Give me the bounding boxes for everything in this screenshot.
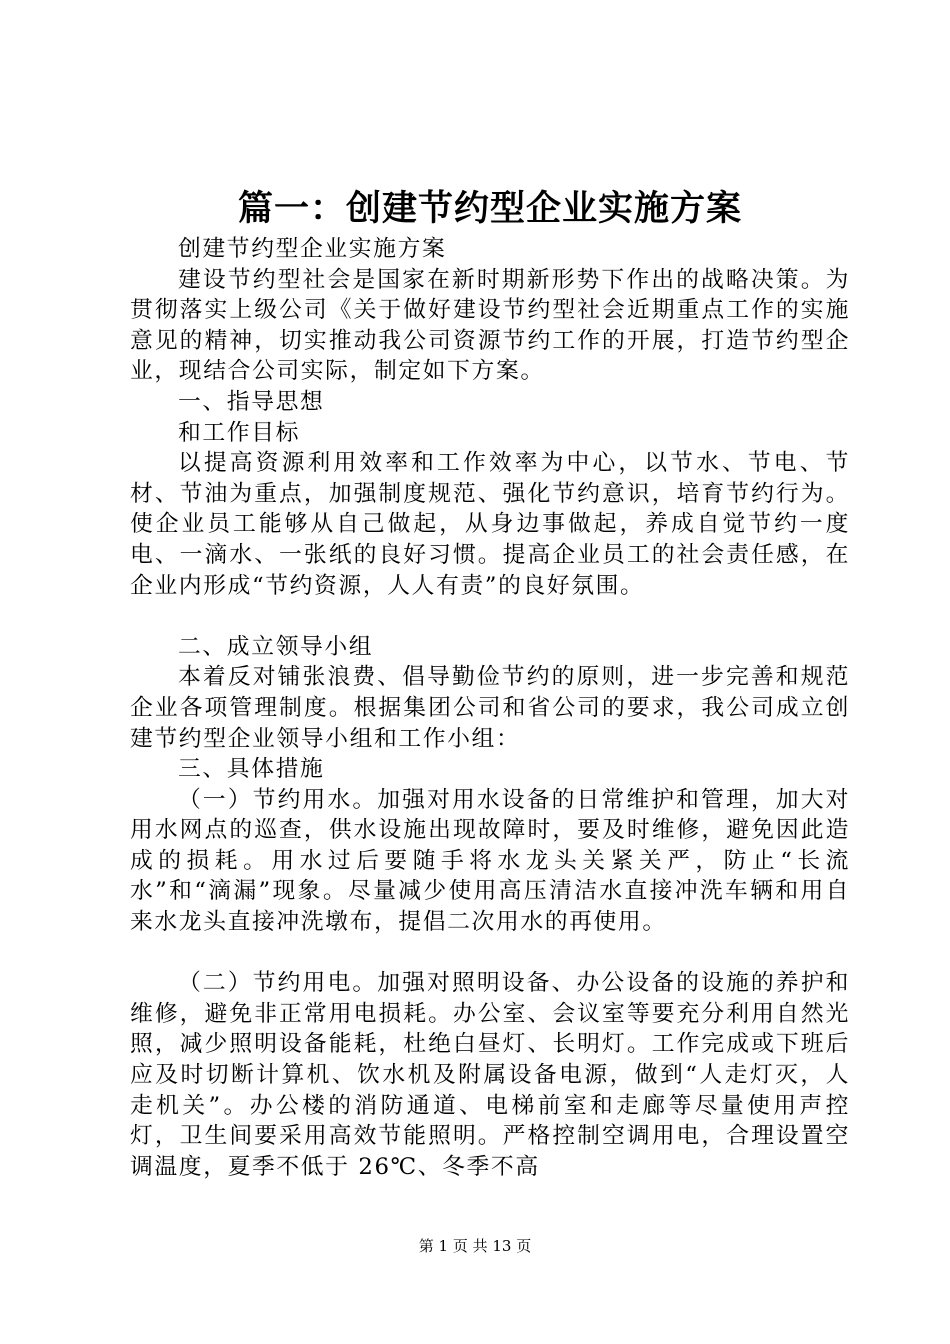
paragraph-save-electricity: （二）节约用电。加强对照明设备、办公设备的设施的养护和维修，避免非正常用电损耗。办公室、会议室等要充分利用自然光照，减少照明设备能耗，杜绝白昼灯、长明灯。工作完成或下班后应及时切断计算机、饮水机及附属设备电源，做到“人走灯灭，人走机关”。办公楼的消防通道、电梯前室和走廊等尽量使用声控灯，卫生间要采用高效节能照明。严格控制空调用电，合理设置空调温度，夏季不低于 26℃、冬季不高: [130, 970, 850, 1180]
paragraph-leadership: 本着反对铺张浪费、倡导勤俭节约的原则，进一步完善和规范企业各项管理制度。根据集团公司和省公司的要求，我公司成立创建节约型企业领导小组和工作小组：: [130, 664, 850, 752]
heading-guiding-thought: 一、指导思想: [178, 388, 325, 415]
paragraph-subtitle: 创建节约型企业实施方案: [178, 236, 447, 262]
document-body: [130, 234, 850, 1182]
document-title: 篇一：创建节约型企业实施方案: [237, 188, 742, 229]
paragraph-goal: 以提高资源利用效率和工作效率为中心，以节水、节电、节材、节油为重点，加强制度规范、强化节约意识，培育节约行为。使企业员工能够从自己做起，从身边事做起，养成自觉节约一度电、一滴水、一张纸的良好习惯。提高企业员工的社会责任感，在企业内形成“节约资源，人人有责”的良好氛围。: [130, 450, 850, 599]
paragraph-spacer: [130, 938, 850, 969]
heading-work-goal: 和工作目标: [178, 419, 300, 446]
paragraph-intro: 建设节约型社会是国家在新时期新形势下作出的战略决策。为贯彻落实上级公司《关于做好建设节约型社会近期重点工作的实施意见的精神，切实推动我公司资源节约工作的开展，打造节约型企业，现结合公司实际，制定如下方案。: [130, 266, 850, 385]
page-number-footer: 第 1 页 共 13 页: [418, 1237, 532, 1255]
paragraph-save-water: （一）节约用水。加强对用水设备的日常维护和管理，加大对用水网点的巡查，供水设施出现故障时，要及时维修，避免因此造成的损耗。用水过后要随手将水龙头关紧关严，防止“长流水”和“滴漏”现象。尽量减少使用高压清洁水直接冲洗车辆和用自来水龙头直接冲洗墩布，提倡二次用水的再使用。: [130, 786, 850, 936]
paragraph-spacer: [130, 601, 850, 632]
heading-leadership-group: 二、成立领导小组: [178, 633, 374, 660]
heading-measures: 三、具体措施: [178, 756, 325, 783]
